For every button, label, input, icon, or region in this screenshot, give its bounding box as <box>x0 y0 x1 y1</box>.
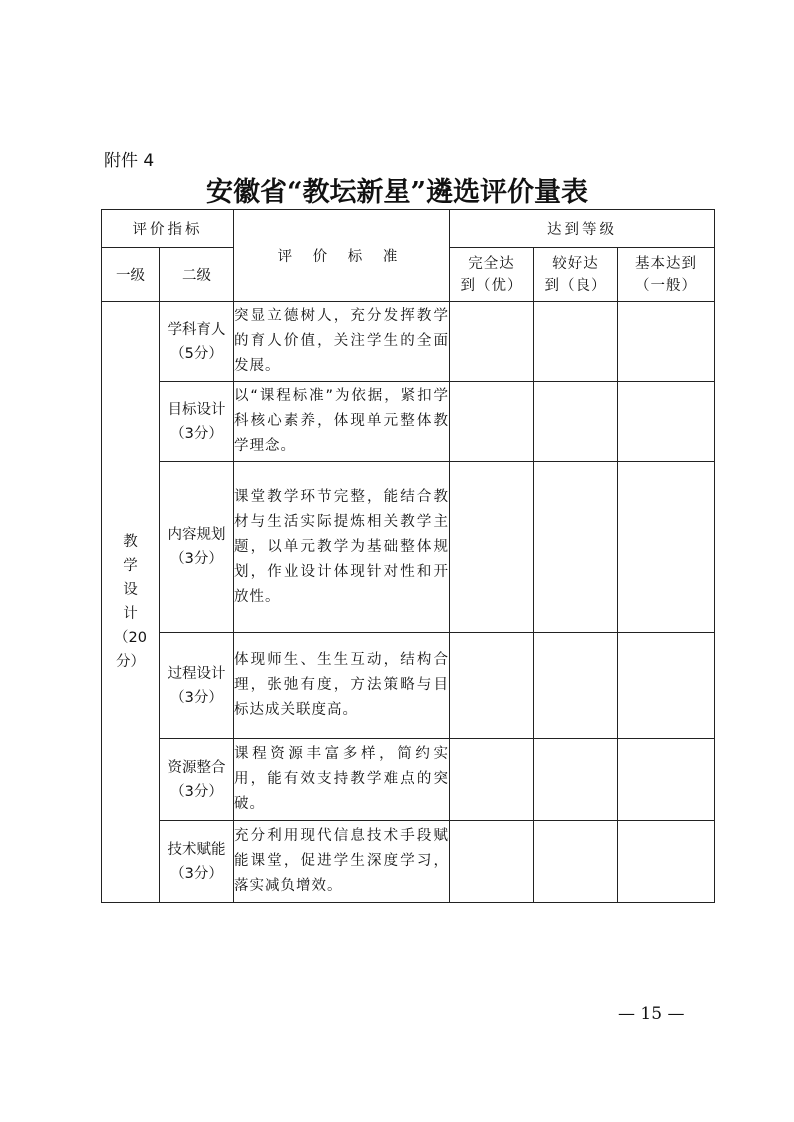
evaluation-table <box>101 209 715 903</box>
indicator-name: 目标设计（3分） <box>160 382 234 462</box>
grade-cell-excellent[interactable] <box>450 462 534 633</box>
header-standard: 评 价 标 准 <box>234 210 450 302</box>
header-indicator: 评价指标 <box>102 210 234 248</box>
grade-cell-excellent[interactable] <box>450 739 534 821</box>
grade-cell-excellent[interactable] <box>450 633 534 739</box>
indicator-standard: 课堂教学环节完整，能结合教材与生活实际提炼相关教学主题，以单元教学为基础整体规划，作业设计体现针对性和开放性。 <box>234 462 450 633</box>
grade-cell-good[interactable] <box>534 633 618 739</box>
grade-cell-fair[interactable] <box>618 821 715 903</box>
table-row <box>102 821 715 903</box>
grade-cell-fair[interactable] <box>618 382 715 462</box>
page-number: — 15 — <box>618 1004 685 1024</box>
document-title: 安徽省“教坛新星”遴选评价量表 <box>205 177 589 208</box>
grade-cell-good[interactable] <box>534 462 618 633</box>
grade-cell-good[interactable] <box>534 739 618 821</box>
header-row-1 <box>102 210 715 248</box>
category-teaching-design: 教 学 设 计 （20 分） <box>102 302 160 903</box>
indicator-name: 资源整合（3分） <box>160 739 234 821</box>
table-row <box>102 633 715 739</box>
header-level2: 二级 <box>160 248 234 302</box>
header-grade: 达到等级 <box>450 210 715 248</box>
indicator-name: 学科育人（5分） <box>160 302 234 382</box>
grade-cell-fair[interactable] <box>618 739 715 821</box>
indicator-standard: 课程资源丰富多样，简约实用，能有效支持教学难点的突破。 <box>234 739 450 821</box>
grade-cell-good[interactable] <box>534 302 618 382</box>
table-row <box>102 462 715 633</box>
indicator-standard: 突显立德树人，充分发挥教学的育人价值，关注学生的全面发展。 <box>234 302 450 382</box>
indicator-standard: 充分利用现代信息技术手段赋能课堂，促进学生深度学习，落实减负增效。 <box>234 821 450 903</box>
grade-cell-excellent[interactable] <box>450 821 534 903</box>
indicator-name: 技术赋能（3分） <box>160 821 234 903</box>
attachment-label: 附件 4 <box>104 151 155 171</box>
indicator-standard: 以“课程标准”为依据，紧扣学科核心素养，体现单元整体教学理念。 <box>234 382 450 462</box>
grade-cell-good[interactable] <box>534 821 618 903</box>
grade-cell-fair[interactable] <box>618 302 715 382</box>
grade-cell-excellent[interactable] <box>450 382 534 462</box>
table-row <box>102 382 715 462</box>
header-grade-fair: 基本达到 （一般） <box>618 248 715 302</box>
grade-cell-excellent[interactable] <box>450 302 534 382</box>
table-row <box>102 302 715 382</box>
indicator-name: 内容规划（3分） <box>160 462 234 633</box>
grade-cell-good[interactable] <box>534 382 618 462</box>
table-row <box>102 739 715 821</box>
indicator-standard: 体现师生、生生互动，结构合理，张弛有度，方法策略与目标达成关联度高。 <box>234 633 450 739</box>
grade-cell-fair[interactable] <box>618 633 715 739</box>
header-grade-excellent: 完全达 到（优） <box>450 248 534 302</box>
indicator-name: 过程设计（3分） <box>160 633 234 739</box>
header-level1: 一级 <box>102 248 160 302</box>
header-grade-good: 较好达 到（良） <box>534 248 618 302</box>
grade-cell-fair[interactable] <box>618 462 715 633</box>
